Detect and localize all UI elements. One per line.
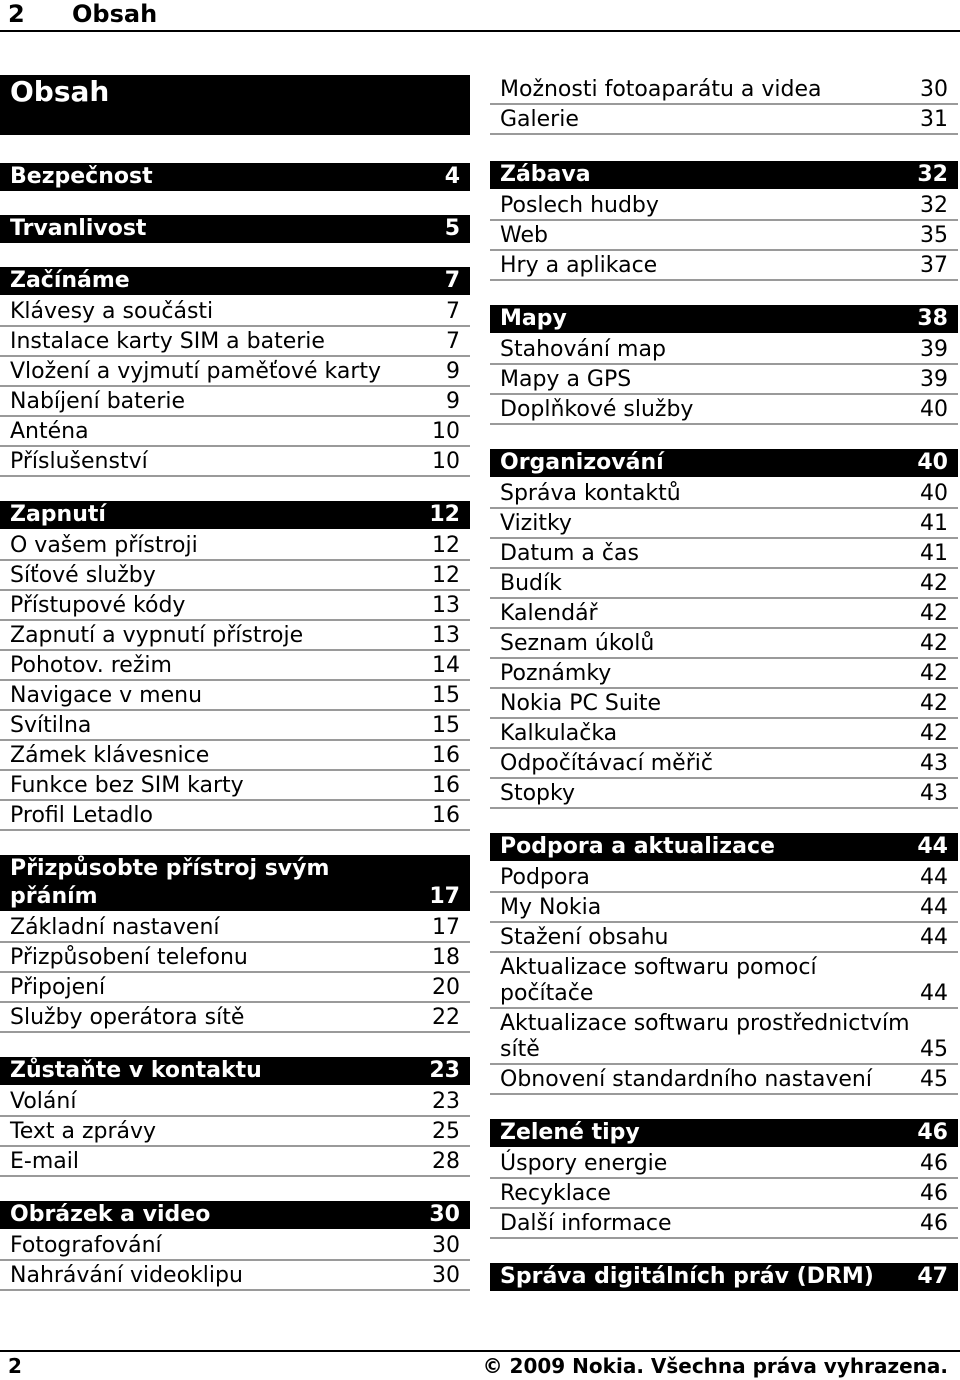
toc-entry[interactable]	[490, 75, 958, 105]
toc-section-page: 32	[917, 162, 948, 187]
toc-entry-page: 20	[432, 975, 460, 1000]
toc-entry[interactable]	[490, 923, 958, 953]
toc-entry[interactable]	[490, 749, 958, 779]
toc-entry[interactable]	[490, 1179, 958, 1209]
toc-entry-page: 10	[432, 449, 460, 474]
toc-entry[interactable]	[0, 1147, 470, 1177]
toc-section-title: Zůstaňte v kontaktu	[10, 1058, 262, 1083]
toc-entry[interactable]	[0, 447, 470, 477]
toc-entry-label: Stopky	[500, 781, 575, 806]
toc-section-page: 40	[917, 450, 948, 475]
toc-entry-label: Fotografování	[10, 1233, 162, 1258]
toc-entry-page: 16	[432, 773, 460, 798]
toc-entry-page: 13	[432, 593, 460, 618]
toc-entry[interactable]	[490, 1009, 958, 1065]
toc-entry-page: 43	[920, 751, 948, 776]
toc-entry-page: 22	[432, 1005, 460, 1030]
toc-entry-label: Poslech hudby	[500, 193, 659, 218]
toc-entry-label: Doplňkové služby	[500, 397, 694, 422]
toc-entry[interactable]	[490, 105, 958, 135]
toc-section-title: Přizpůsobte přístroj svým přáním	[10, 856, 330, 909]
toc-entry-label: Úspory energie	[500, 1151, 668, 1176]
right-sections	[490, 161, 958, 1291]
toc-entry[interactable]	[490, 539, 958, 569]
toc-section-heading[interactable]	[490, 1119, 958, 1147]
toc-entry-label: Základní nastavení	[10, 915, 220, 940]
page-header	[0, 0, 960, 32]
footer-copyright: © 2009 Nokia. Všechna práva vyhrazena.	[482, 1354, 948, 1378]
toc-entry-label: Budík	[500, 571, 562, 596]
toc-section-title: Organizování	[500, 450, 664, 475]
toc-entry-page: 46	[920, 1181, 948, 1206]
toc-entry-label: Funkce bez SIM karty	[10, 773, 244, 798]
toc-entry-page: 12	[432, 563, 460, 588]
footer-page-number: 2	[8, 1354, 22, 1378]
toc-entry-label: Příslušenství	[10, 449, 148, 474]
toc-entry[interactable]	[490, 509, 958, 539]
toc-entry-label: Zapnutí a vypnutí přístroje	[10, 623, 304, 648]
toc-entry[interactable]	[490, 863, 958, 893]
toc-entry-page: 15	[432, 683, 460, 708]
toc-entry-label: Aktualizace softwaru prostřednictvím sítě	[500, 1011, 910, 1062]
toc-entry-label: Instalace karty SIM a baterie	[10, 329, 325, 354]
toc-entry[interactable]	[0, 1261, 470, 1291]
toc-entry-label: Kalkulačka	[500, 721, 618, 746]
toc-entry-page: 15	[432, 713, 460, 738]
toc-entry-page: 25	[432, 1119, 460, 1144]
left-sections	[0, 163, 470, 1291]
toc-section-heading[interactable]	[490, 161, 958, 189]
toc-entry-label: Kalendář	[500, 601, 598, 626]
toc-entry-label: Nahrávání videoklipu	[10, 1263, 243, 1288]
toc-entry-page: 13	[432, 623, 460, 648]
toc-entry-page: 30	[432, 1263, 460, 1288]
toc-entry[interactable]	[0, 681, 470, 711]
toc-entry-page: 16	[432, 803, 460, 828]
toc-section-page: 7	[444, 268, 460, 293]
toc-entry-label: O vašem přístroji	[10, 533, 198, 558]
toc-entry-page: 35	[920, 223, 948, 248]
toc-entry-page: 14	[432, 653, 460, 678]
toc-entry-page: 45	[920, 1037, 948, 1062]
toc-entry-label: Mapy a GPS	[500, 367, 632, 392]
toc-entry-page: 42	[920, 571, 948, 596]
toc-entry-label: Poznámky	[500, 661, 612, 686]
toc-entry[interactable]	[0, 771, 470, 801]
toc-entry[interactable]	[0, 741, 470, 771]
toc-entry-page: 41	[920, 541, 948, 566]
toc-entry-label: Profil Letadlo	[10, 803, 153, 828]
toc-section-page: 17	[429, 884, 460, 909]
toc-section-heading[interactable]	[0, 267, 470, 295]
toc-section-heading[interactable]	[490, 305, 958, 333]
toc-entry-label: Zámek klávesnice	[10, 743, 210, 768]
toc-entry-label: Stažení obsahu	[500, 925, 669, 950]
toc-entry-label: Vizitky	[500, 511, 572, 536]
toc-entry[interactable]	[0, 1003, 470, 1033]
toc-entry[interactable]	[490, 1149, 958, 1179]
toc-section-heading[interactable]	[0, 215, 470, 243]
toc-entry-page: 45	[920, 1067, 948, 1092]
toc-entry-label: Síťové služby	[10, 563, 156, 588]
right-continuation	[490, 75, 958, 135]
toc-entry-label: Web	[500, 223, 548, 248]
toc-entry[interactable]	[0, 621, 470, 651]
toc-entry-label: Navigace v menu	[10, 683, 203, 708]
toc-entry[interactable]	[490, 365, 958, 395]
toc-entry-page: 46	[920, 1211, 948, 1236]
toc-entry-label: Služby operátora sítě	[10, 1005, 245, 1030]
toc-section-page: 12	[429, 502, 460, 527]
toc-entry-label: Přizpůsobení telefonu	[10, 945, 248, 970]
toc-entry[interactable]	[490, 953, 958, 1009]
toc-entry-page: 40	[920, 397, 948, 422]
toc-section	[0, 855, 470, 1033]
toc-entry-page: 37	[920, 253, 948, 278]
toc-entry-page: 32	[920, 193, 948, 218]
toc-entry[interactable]	[0, 591, 470, 621]
toc-entry-page: 9	[446, 389, 460, 414]
toc-entry-label: Svítilna	[10, 713, 92, 738]
toc-entry[interactable]	[0, 711, 470, 741]
toc-entry-page: 42	[920, 691, 948, 716]
header-page-number: 2	[8, 0, 25, 28]
toc-entry-label: E-mail	[10, 1149, 79, 1174]
toc-entry-label: Obnovení standardního nastavení	[500, 1067, 872, 1092]
toc-section-heading[interactable]	[0, 855, 470, 911]
toc-entry[interactable]	[0, 297, 470, 327]
toc-entry[interactable]	[490, 191, 958, 221]
toc-section	[490, 1263, 958, 1291]
toc-section	[490, 305, 958, 425]
toc-right-column	[490, 75, 958, 1315]
toc-entry-label: Text a zprávy	[10, 1119, 157, 1144]
toc-section-page: 47	[917, 1264, 948, 1289]
toc-section-heading[interactable]	[490, 833, 958, 861]
toc-entry-label: Připojení	[10, 975, 106, 1000]
toc-entry-page: 44	[920, 981, 948, 1006]
toc-entry[interactable]	[490, 779, 958, 809]
toc-entry[interactable]	[490, 689, 958, 719]
toc-section-page: 4	[444, 164, 460, 189]
toc-section-title: Zábava	[500, 162, 591, 187]
toc-section-page: 46	[917, 1120, 948, 1145]
toc-entry-page: 7	[446, 299, 460, 324]
toc-entry-page: 40	[920, 481, 948, 506]
toc-section	[490, 161, 958, 281]
toc-entry[interactable]	[0, 943, 470, 973]
toc-entry[interactable]	[490, 1209, 958, 1239]
toc-entry-label: Pohotov. režim	[10, 653, 172, 678]
toc-section-heading[interactable]	[0, 163, 470, 191]
toc-entry[interactable]	[490, 251, 958, 281]
toc-section	[0, 1057, 470, 1177]
toc-entry[interactable]	[0, 417, 470, 447]
toc-section-page: 38	[917, 306, 948, 331]
toc-entry-label: Nokia PC Suite	[500, 691, 662, 716]
toc-section-heading[interactable]	[0, 501, 470, 529]
toc-section-title: Zelené tipy	[500, 1120, 640, 1145]
toc-entry[interactable]	[0, 357, 470, 387]
toc-entry-label: Podpora	[500, 865, 590, 890]
toc-entry[interactable]	[490, 221, 958, 251]
toc-entry-page: 9	[446, 359, 460, 384]
toc-entry-page: 43	[920, 781, 948, 806]
toc-entry[interactable]	[0, 561, 470, 591]
toc-entry-label: Recyklace	[500, 1181, 611, 1206]
toc-section	[0, 501, 470, 831]
toc-entry-page: 39	[920, 337, 948, 362]
toc-entry-label: Další informace	[500, 1211, 672, 1236]
toc-section-heading[interactable]	[490, 1263, 958, 1291]
toc-entry-page: 17	[432, 915, 460, 940]
toc-section-title: Začínáme	[10, 268, 130, 293]
toc-entry-page: 10	[432, 419, 460, 444]
toc-section-title: Správa digitálních práv (DRM)	[500, 1264, 874, 1289]
toc-entry-page: 42	[920, 631, 948, 656]
toc-section-title: Bezpečnost	[10, 164, 153, 189]
toc-section-title: Trvanlivost	[10, 216, 147, 241]
toc-section	[0, 267, 470, 477]
toc-entry-page: 23	[432, 1089, 460, 1114]
toc-entry-page: 28	[432, 1149, 460, 1174]
toc-entry[interactable]	[490, 479, 958, 509]
toc-section	[0, 163, 470, 191]
toc-entry-page: 16	[432, 743, 460, 768]
toc-entry[interactable]	[490, 569, 958, 599]
toc-section-heading[interactable]	[490, 449, 958, 477]
toc-section-title: Obrázek a video	[10, 1202, 211, 1227]
footer-rule	[0, 1350, 960, 1352]
toc-entry[interactable]	[0, 1087, 470, 1117]
toc-entry-page: 46	[920, 1151, 948, 1176]
toc-section-title: Mapy	[500, 306, 567, 331]
toc-entry[interactable]	[0, 531, 470, 561]
toc-section	[0, 215, 470, 243]
toc-entry-page: 39	[920, 367, 948, 392]
toc-entry-label: My Nokia	[500, 895, 602, 920]
toc-entry[interactable]	[0, 327, 470, 357]
toc-entry-label: Správa kontaktů	[500, 481, 681, 506]
toc-entry-label: Nabíjení baterie	[10, 389, 186, 414]
toc-section-page: 30	[429, 1202, 460, 1227]
toc-entry-page: 42	[920, 601, 948, 626]
toc-entry-label: Stahování map	[500, 337, 666, 362]
toc-entry-page: 44	[920, 925, 948, 950]
toc-entry-page: 44	[920, 895, 948, 920]
toc-entry-label: Seznam úkolů	[500, 631, 655, 656]
toc-entry[interactable]	[490, 659, 958, 689]
toc-entry-page: 44	[920, 865, 948, 890]
toc-entry-label: Volání	[10, 1089, 77, 1114]
toc-entry-label: Odpočítávací měřič	[500, 751, 713, 776]
toc-entry-label: Klávesy a součásti	[10, 299, 214, 324]
toc-section	[490, 449, 958, 809]
toc-entry-label: Přístupové kódy	[10, 593, 186, 618]
toc-entry-page: 18	[432, 945, 460, 970]
toc-entry-label: Vložení a vyjmutí paměťové karty	[10, 359, 382, 384]
toc-section	[490, 1119, 958, 1239]
toc-section-page: 23	[429, 1058, 460, 1083]
toc-section-heading[interactable]	[0, 1057, 470, 1085]
toc-entry-page: 30	[920, 77, 948, 102]
toc-section	[0, 1201, 470, 1291]
toc-entry[interactable]	[490, 395, 958, 425]
toc-entry[interactable]	[490, 719, 958, 749]
toc-section-heading[interactable]	[0, 1201, 470, 1229]
toc-entry-page: 30	[432, 1233, 460, 1258]
toc-entry-label: Galerie	[500, 107, 579, 132]
toc-entry[interactable]	[490, 893, 958, 923]
toc-entry[interactable]	[490, 1065, 958, 1095]
toc-entry[interactable]	[490, 599, 958, 629]
header-title: Obsah	[72, 0, 158, 28]
toc-entry-label: Aktualizace softwaru pomocí počítače	[500, 955, 817, 1006]
toc-entry[interactable]	[0, 973, 470, 1003]
toc-entry-page: 42	[920, 721, 948, 746]
toc-entry-page: 41	[920, 511, 948, 536]
toc-entry[interactable]	[0, 913, 470, 943]
toc-entry[interactable]	[490, 629, 958, 659]
toc-entry-label: Anténa	[10, 419, 89, 444]
toc-entry-label: Datum a čas	[500, 541, 639, 566]
toc-entry-page: 42	[920, 661, 948, 686]
toc-section-page: 5	[444, 216, 460, 241]
toc-left-column	[0, 75, 470, 1315]
toc-entry-page: 31	[920, 107, 948, 132]
toc-entry-page: 12	[432, 533, 460, 558]
toc-entry[interactable]	[0, 1231, 470, 1261]
toc-section-title: Zapnutí	[10, 502, 106, 527]
toc-entry[interactable]	[490, 335, 958, 365]
toc-entry-label: Možnosti fotoaparátu a videa	[500, 77, 822, 102]
toc-entry-page: 7	[446, 329, 460, 354]
toc-entry[interactable]	[0, 801, 470, 831]
toc-title: Obsah	[0, 75, 470, 135]
toc-entry[interactable]	[0, 1117, 470, 1147]
toc-section	[490, 833, 958, 1095]
toc-entry[interactable]	[0, 387, 470, 417]
toc-entry-label: Hry a aplikace	[500, 253, 658, 278]
toc-section-title: Podpora a aktualizace	[500, 834, 775, 859]
toc-entry[interactable]	[0, 651, 470, 681]
toc-section-page: 44	[917, 834, 948, 859]
